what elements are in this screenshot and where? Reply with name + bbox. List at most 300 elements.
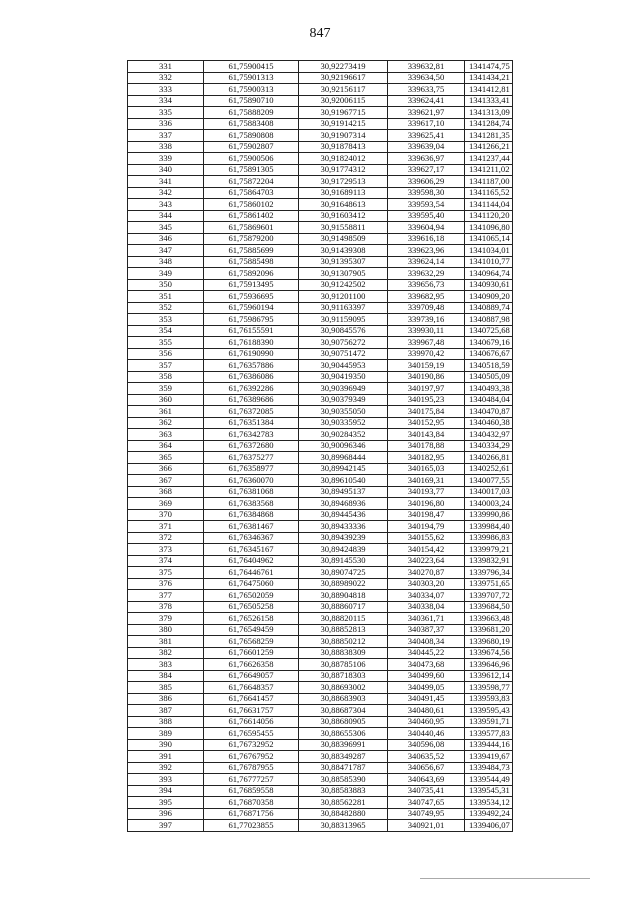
point-number-cell: 339 <box>128 153 204 165</box>
y-coordinate-cell: 1340964,74 <box>465 268 513 280</box>
y-coordinate-cell: 1340266,81 <box>465 452 513 464</box>
latitude-cell: 61,75888209 <box>204 107 299 119</box>
latitude-cell: 61,76358977 <box>204 463 299 475</box>
coordinates-table <box>127 60 513 832</box>
x-coordinate-cell: 340499,05 <box>388 682 465 694</box>
latitude-cell: 61,76648357 <box>204 682 299 694</box>
point-number-cell: 384 <box>128 670 204 682</box>
latitude-cell: 61,75900415 <box>204 61 299 73</box>
point-number-cell: 390 <box>128 739 204 751</box>
longitude-cell: 30,91914215 <box>299 118 388 130</box>
table-row <box>128 728 513 740</box>
latitude-cell: 61,75890808 <box>204 130 299 142</box>
x-coordinate-cell: 339624,41 <box>388 95 465 107</box>
y-coordinate-cell: 1340889,74 <box>465 302 513 314</box>
longitude-cell: 30,91824012 <box>299 153 388 165</box>
latitude-cell: 61,76384868 <box>204 509 299 521</box>
point-number-cell: 348 <box>128 256 204 268</box>
latitude-cell: 61,76389686 <box>204 394 299 406</box>
table-row <box>128 107 513 119</box>
longitude-cell: 30,92273419 <box>299 61 388 73</box>
x-coordinate-cell: 340361,71 <box>388 613 465 625</box>
point-number-cell: 354 <box>128 325 204 337</box>
longitude-cell: 30,91201100 <box>299 291 388 303</box>
y-coordinate-cell: 1340432,97 <box>465 429 513 441</box>
table-row <box>128 509 513 521</box>
longitude-cell: 30,90096346 <box>299 440 388 452</box>
x-coordinate-cell: 340182,95 <box>388 452 465 464</box>
x-coordinate-cell: 340169,31 <box>388 475 465 487</box>
x-coordinate-cell: 340193,77 <box>388 486 465 498</box>
point-number-cell: 397 <box>128 820 204 832</box>
latitude-cell: 61,75986795 <box>204 314 299 326</box>
longitude-cell: 30,90845576 <box>299 325 388 337</box>
longitude-cell: 30,88687304 <box>299 705 388 717</box>
latitude-cell: 61,76614056 <box>204 716 299 728</box>
point-number-cell: 360 <box>128 394 204 406</box>
longitude-cell: 30,89610540 <box>299 475 388 487</box>
point-number-cell: 343 <box>128 199 204 211</box>
point-number-cell: 352 <box>128 302 204 314</box>
point-number-cell: 342 <box>128 187 204 199</box>
table-row <box>128 705 513 717</box>
y-coordinate-cell: 1341313,09 <box>465 107 513 119</box>
longitude-cell: 30,88785106 <box>299 659 388 671</box>
latitude-cell: 61,76870358 <box>204 797 299 809</box>
point-number-cell: 374 <box>128 555 204 567</box>
point-number-cell: 350 <box>128 279 204 291</box>
point-number-cell: 379 <box>128 613 204 625</box>
latitude-cell: 61,76381068 <box>204 486 299 498</box>
x-coordinate-cell: 340480,61 <box>388 705 465 717</box>
latitude-cell: 61,76345167 <box>204 544 299 556</box>
y-coordinate-cell: 1339591,71 <box>465 716 513 728</box>
table-row <box>128 762 513 774</box>
latitude-cell: 61,76346367 <box>204 532 299 544</box>
longitude-cell: 30,88860717 <box>299 601 388 613</box>
table-row <box>128 785 513 797</box>
table-row <box>128 452 513 464</box>
x-coordinate-cell: 339616,18 <box>388 233 465 245</box>
longitude-cell: 30,90284352 <box>299 429 388 441</box>
table-row <box>128 463 513 475</box>
point-number-cell: 394 <box>128 785 204 797</box>
x-coordinate-cell: 340921,01 <box>388 820 465 832</box>
x-coordinate-cell: 340155,62 <box>388 532 465 544</box>
x-coordinate-cell: 340143,84 <box>388 429 465 441</box>
x-coordinate-cell: 340408,34 <box>388 636 465 648</box>
latitude-cell: 61,76188390 <box>204 337 299 349</box>
point-number-cell: 355 <box>128 337 204 349</box>
x-coordinate-cell: 340749,95 <box>388 808 465 820</box>
y-coordinate-cell: 1341034,01 <box>465 245 513 257</box>
y-coordinate-cell: 1341266,21 <box>465 141 513 153</box>
point-number-cell: 396 <box>128 808 204 820</box>
point-number-cell: 370 <box>128 509 204 521</box>
y-coordinate-cell: 1339990,86 <box>465 509 513 521</box>
latitude-cell: 61,76626358 <box>204 659 299 671</box>
latitude-cell: 61,76360070 <box>204 475 299 487</box>
latitude-cell: 61,76549459 <box>204 624 299 636</box>
point-number-cell: 391 <box>128 751 204 763</box>
point-number-cell: 336 <box>128 118 204 130</box>
point-number-cell: 337 <box>128 130 204 142</box>
y-coordinate-cell: 1339663,48 <box>465 613 513 625</box>
x-coordinate-cell: 340152,95 <box>388 417 465 429</box>
latitude-cell: 61,76375277 <box>204 452 299 464</box>
x-coordinate-cell: 340491,45 <box>388 693 465 705</box>
point-number-cell: 377 <box>128 590 204 602</box>
x-coordinate-cell: 340334,07 <box>388 590 465 602</box>
y-coordinate-cell: 1340725,68 <box>465 325 513 337</box>
latitude-cell: 61,76190990 <box>204 348 299 360</box>
longitude-cell: 30,88680905 <box>299 716 388 728</box>
y-coordinate-cell: 1339680,19 <box>465 636 513 648</box>
y-coordinate-cell: 1341333,41 <box>465 95 513 107</box>
x-coordinate-cell: 340223,64 <box>388 555 465 567</box>
y-coordinate-cell: 1340676,67 <box>465 348 513 360</box>
longitude-cell: 30,92156117 <box>299 84 388 96</box>
y-coordinate-cell: 1340493,38 <box>465 383 513 395</box>
table-row <box>128 130 513 142</box>
longitude-cell: 30,91159095 <box>299 314 388 326</box>
longitude-cell: 30,88683903 <box>299 693 388 705</box>
y-coordinate-cell: 1339545,31 <box>465 785 513 797</box>
longitude-cell: 30,91967715 <box>299 107 388 119</box>
point-number-cell: 378 <box>128 601 204 613</box>
point-number-cell: 351 <box>128 291 204 303</box>
table-row <box>128 406 513 418</box>
longitude-cell: 30,88838309 <box>299 647 388 659</box>
y-coordinate-cell: 1339986,83 <box>465 532 513 544</box>
table-row <box>128 394 513 406</box>
point-number-cell: 372 <box>128 532 204 544</box>
table-row <box>128 325 513 337</box>
table-row <box>128 555 513 567</box>
table-row <box>128 751 513 763</box>
y-coordinate-cell: 1339796,34 <box>465 567 513 579</box>
x-coordinate-cell: 340270,87 <box>388 567 465 579</box>
latitude-cell: 61,76631757 <box>204 705 299 717</box>
latitude-cell: 61,75900506 <box>204 153 299 165</box>
longitude-cell: 30,88349287 <box>299 751 388 763</box>
y-coordinate-cell: 1339684,50 <box>465 601 513 613</box>
latitude-cell: 61,76502059 <box>204 590 299 602</box>
y-coordinate-cell: 1339534,12 <box>465 797 513 809</box>
longitude-cell: 30,91648613 <box>299 199 388 211</box>
latitude-cell: 61,76505258 <box>204 601 299 613</box>
point-number-cell: 367 <box>128 475 204 487</box>
y-coordinate-cell: 1341144,04 <box>465 199 513 211</box>
longitude-cell: 30,88562281 <box>299 797 388 809</box>
table-row <box>128 682 513 694</box>
x-coordinate-cell: 339604,94 <box>388 222 465 234</box>
point-number-cell: 392 <box>128 762 204 774</box>
table-row <box>128 590 513 602</box>
longitude-cell: 30,89942145 <box>299 463 388 475</box>
table-row <box>128 601 513 613</box>
point-number-cell: 353 <box>128 314 204 326</box>
longitude-cell: 30,91558811 <box>299 222 388 234</box>
y-coordinate-cell: 1340003,24 <box>465 498 513 510</box>
longitude-cell: 30,91395307 <box>299 256 388 268</box>
longitude-cell: 30,90445953 <box>299 360 388 372</box>
table-row <box>128 348 513 360</box>
point-number-cell: 340 <box>128 164 204 176</box>
point-number-cell: 381 <box>128 636 204 648</box>
longitude-cell: 30,89468936 <box>299 498 388 510</box>
point-number-cell: 356 <box>128 348 204 360</box>
x-coordinate-cell: 340196,80 <box>388 498 465 510</box>
latitude-cell: 61,76568259 <box>204 636 299 648</box>
point-number-cell: 335 <box>128 107 204 119</box>
longitude-cell: 30,91242502 <box>299 279 388 291</box>
table-row <box>128 314 513 326</box>
table-row <box>128 360 513 372</box>
x-coordinate-cell: 339656,73 <box>388 279 465 291</box>
table-row <box>128 486 513 498</box>
longitude-cell: 30,91307905 <box>299 268 388 280</box>
longitude-cell: 30,91689113 <box>299 187 388 199</box>
x-coordinate-cell: 339598,30 <box>388 187 465 199</box>
longitude-cell: 30,89074725 <box>299 567 388 579</box>
y-coordinate-cell: 1339406,07 <box>465 820 513 832</box>
x-coordinate-cell: 340338,04 <box>388 601 465 613</box>
latitude-cell: 61,76767952 <box>204 751 299 763</box>
longitude-cell: 30,88989022 <box>299 578 388 590</box>
longitude-cell: 30,88718303 <box>299 670 388 682</box>
latitude-cell: 61,76601259 <box>204 647 299 659</box>
point-number-cell: 368 <box>128 486 204 498</box>
latitude-cell: 61,76475060 <box>204 578 299 590</box>
y-coordinate-cell: 1340887,98 <box>465 314 513 326</box>
table-row <box>128 774 513 786</box>
latitude-cell: 61,75891305 <box>204 164 299 176</box>
latitude-cell: 61,76526158 <box>204 613 299 625</box>
longitude-cell: 30,89145530 <box>299 555 388 567</box>
y-coordinate-cell: 1339577,83 <box>465 728 513 740</box>
longitude-cell: 30,88471787 <box>299 762 388 774</box>
table-row <box>128 716 513 728</box>
point-number-cell: 373 <box>128 544 204 556</box>
table-row <box>128 245 513 257</box>
x-coordinate-cell: 339624,14 <box>388 256 465 268</box>
table-row <box>128 291 513 303</box>
point-number-cell: 369 <box>128 498 204 510</box>
table-row <box>128 187 513 199</box>
latitude-cell: 61,76404962 <box>204 555 299 567</box>
y-coordinate-cell: 1341211,02 <box>465 164 513 176</box>
longitude-cell: 30,88904818 <box>299 590 388 602</box>
x-coordinate-cell: 339617,10 <box>388 118 465 130</box>
point-number-cell: 333 <box>128 84 204 96</box>
y-coordinate-cell: 1341412,81 <box>465 84 513 96</box>
table-row <box>128 383 513 395</box>
x-coordinate-cell: 340159,19 <box>388 360 465 372</box>
latitude-cell: 61,76871756 <box>204 808 299 820</box>
latitude-cell: 61,75861402 <box>204 210 299 222</box>
point-number-cell: 366 <box>128 463 204 475</box>
table-row <box>128 118 513 130</box>
x-coordinate-cell: 340440,46 <box>388 728 465 740</box>
y-coordinate-cell: 1339595,43 <box>465 705 513 717</box>
latitude-cell: 61,76641457 <box>204 693 299 705</box>
longitude-cell: 30,88655306 <box>299 728 388 740</box>
y-coordinate-cell: 1339751,65 <box>465 578 513 590</box>
x-coordinate-cell: 340596,08 <box>388 739 465 751</box>
table-row <box>128 739 513 751</box>
latitude-cell: 61,76381467 <box>204 521 299 533</box>
x-coordinate-cell: 340499,60 <box>388 670 465 682</box>
point-number-cell: 385 <box>128 682 204 694</box>
y-coordinate-cell: 1339984,40 <box>465 521 513 533</box>
latitude-cell: 61,75869601 <box>204 222 299 234</box>
y-coordinate-cell: 1340909,20 <box>465 291 513 303</box>
x-coordinate-cell: 339970,42 <box>388 348 465 360</box>
y-coordinate-cell: 1339444,16 <box>465 739 513 751</box>
point-number-cell: 382 <box>128 647 204 659</box>
latitude-cell: 61,76859558 <box>204 785 299 797</box>
latitude-cell: 61,75890710 <box>204 95 299 107</box>
x-coordinate-cell: 340175,84 <box>388 406 465 418</box>
page-number: 847 <box>309 26 331 41</box>
latitude-cell: 61,76649057 <box>204 670 299 682</box>
y-coordinate-cell: 1341284,74 <box>465 118 513 130</box>
y-coordinate-cell: 1340930,61 <box>465 279 513 291</box>
x-coordinate-cell: 340747,65 <box>388 797 465 809</box>
latitude-cell: 61,75872204 <box>204 176 299 188</box>
table-row <box>128 222 513 234</box>
latitude-cell: 61,75864703 <box>204 187 299 199</box>
y-coordinate-cell: 1339419,67 <box>465 751 513 763</box>
point-number-cell: 345 <box>128 222 204 234</box>
longitude-cell: 30,90419350 <box>299 371 388 383</box>
x-coordinate-cell: 340195,23 <box>388 394 465 406</box>
point-number-cell: 364 <box>128 440 204 452</box>
y-coordinate-cell: 1339674,56 <box>465 647 513 659</box>
latitude-cell: 61,76732952 <box>204 739 299 751</box>
x-coordinate-cell: 340194,79 <box>388 521 465 533</box>
point-number-cell: 393 <box>128 774 204 786</box>
table-row <box>128 797 513 809</box>
point-number-cell: 376 <box>128 578 204 590</box>
latitude-cell: 61,75879200 <box>204 233 299 245</box>
y-coordinate-cell: 1339646,96 <box>465 659 513 671</box>
latitude-cell: 61,76342783 <box>204 429 299 441</box>
table-row <box>128 72 513 84</box>
longitude-cell: 30,91603412 <box>299 210 388 222</box>
longitude-cell: 30,90335952 <box>299 417 388 429</box>
longitude-cell: 30,88693002 <box>299 682 388 694</box>
x-coordinate-cell: 340643,69 <box>388 774 465 786</box>
table-row <box>128 624 513 636</box>
latitude-cell: 61,75885498 <box>204 256 299 268</box>
point-number-cell: 362 <box>128 417 204 429</box>
latitude-cell: 61,76386086 <box>204 371 299 383</box>
x-coordinate-cell: 339625,41 <box>388 130 465 142</box>
table-row <box>128 693 513 705</box>
longitude-cell: 30,90379349 <box>299 394 388 406</box>
table-row <box>128 808 513 820</box>
table-row <box>128 647 513 659</box>
table-row <box>128 95 513 107</box>
x-coordinate-cell: 339639,04 <box>388 141 465 153</box>
y-coordinate-cell: 1341187,00 <box>465 176 513 188</box>
x-coordinate-cell: 339632,81 <box>388 61 465 73</box>
y-coordinate-cell: 1339598,77 <box>465 682 513 694</box>
point-number-cell: 387 <box>128 705 204 717</box>
latitude-cell: 61,76392286 <box>204 383 299 395</box>
point-number-cell: 357 <box>128 360 204 372</box>
x-coordinate-cell: 340735,41 <box>388 785 465 797</box>
y-coordinate-cell: 1340679,16 <box>465 337 513 349</box>
point-number-cell: 375 <box>128 567 204 579</box>
longitude-cell: 30,89424839 <box>299 544 388 556</box>
x-coordinate-cell: 339739,16 <box>388 314 465 326</box>
coordinates-table-body <box>128 61 513 832</box>
table-row <box>128 233 513 245</box>
y-coordinate-cell: 1340470,87 <box>465 406 513 418</box>
table-row <box>128 256 513 268</box>
y-coordinate-cell: 1339707,72 <box>465 590 513 602</box>
table-row <box>128 613 513 625</box>
x-coordinate-cell: 339593,54 <box>388 199 465 211</box>
y-coordinate-cell: 1341010,77 <box>465 256 513 268</box>
table-row <box>128 567 513 579</box>
table-row <box>128 302 513 314</box>
longitude-cell: 30,90396949 <box>299 383 388 395</box>
x-coordinate-cell: 340303,20 <box>388 578 465 590</box>
longitude-cell: 30,91439308 <box>299 245 388 257</box>
y-coordinate-cell: 1341120,20 <box>465 210 513 222</box>
latitude-cell: 61,76787955 <box>204 762 299 774</box>
longitude-cell: 30,88820115 <box>299 613 388 625</box>
x-coordinate-cell: 339967,48 <box>388 337 465 349</box>
point-number-cell: 363 <box>128 429 204 441</box>
y-coordinate-cell: 1339544,49 <box>465 774 513 786</box>
table-row <box>128 279 513 291</box>
latitude-cell: 61,76351384 <box>204 417 299 429</box>
longitude-cell: 30,92006115 <box>299 95 388 107</box>
table-row <box>128 670 513 682</box>
x-coordinate-cell: 339627,17 <box>388 164 465 176</box>
latitude-cell: 61,76357886 <box>204 360 299 372</box>
x-coordinate-cell: 339709,48 <box>388 302 465 314</box>
latitude-cell: 61,75860102 <box>204 199 299 211</box>
x-coordinate-cell: 339930,11 <box>388 325 465 337</box>
latitude-cell: 61,75902807 <box>204 141 299 153</box>
latitude-cell: 61,75936695 <box>204 291 299 303</box>
longitude-cell: 30,91907314 <box>299 130 388 142</box>
longitude-cell: 30,88396991 <box>299 739 388 751</box>
y-coordinate-cell: 1339593,83 <box>465 693 513 705</box>
point-number-cell: 341 <box>128 176 204 188</box>
table-row <box>128 199 513 211</box>
point-number-cell: 383 <box>128 659 204 671</box>
footer-rule <box>420 878 590 879</box>
longitude-cell: 30,91498509 <box>299 233 388 245</box>
longitude-cell: 30,90756272 <box>299 337 388 349</box>
x-coordinate-cell: 339632,29 <box>388 268 465 280</box>
longitude-cell: 30,88583883 <box>299 785 388 797</box>
point-number-cell: 359 <box>128 383 204 395</box>
y-coordinate-cell: 1340518,59 <box>465 360 513 372</box>
y-coordinate-cell: 1341165,52 <box>465 187 513 199</box>
y-coordinate-cell: 1339832,91 <box>465 555 513 567</box>
latitude-cell: 61,76595455 <box>204 728 299 740</box>
point-number-cell: 389 <box>128 728 204 740</box>
x-coordinate-cell: 339595,40 <box>388 210 465 222</box>
